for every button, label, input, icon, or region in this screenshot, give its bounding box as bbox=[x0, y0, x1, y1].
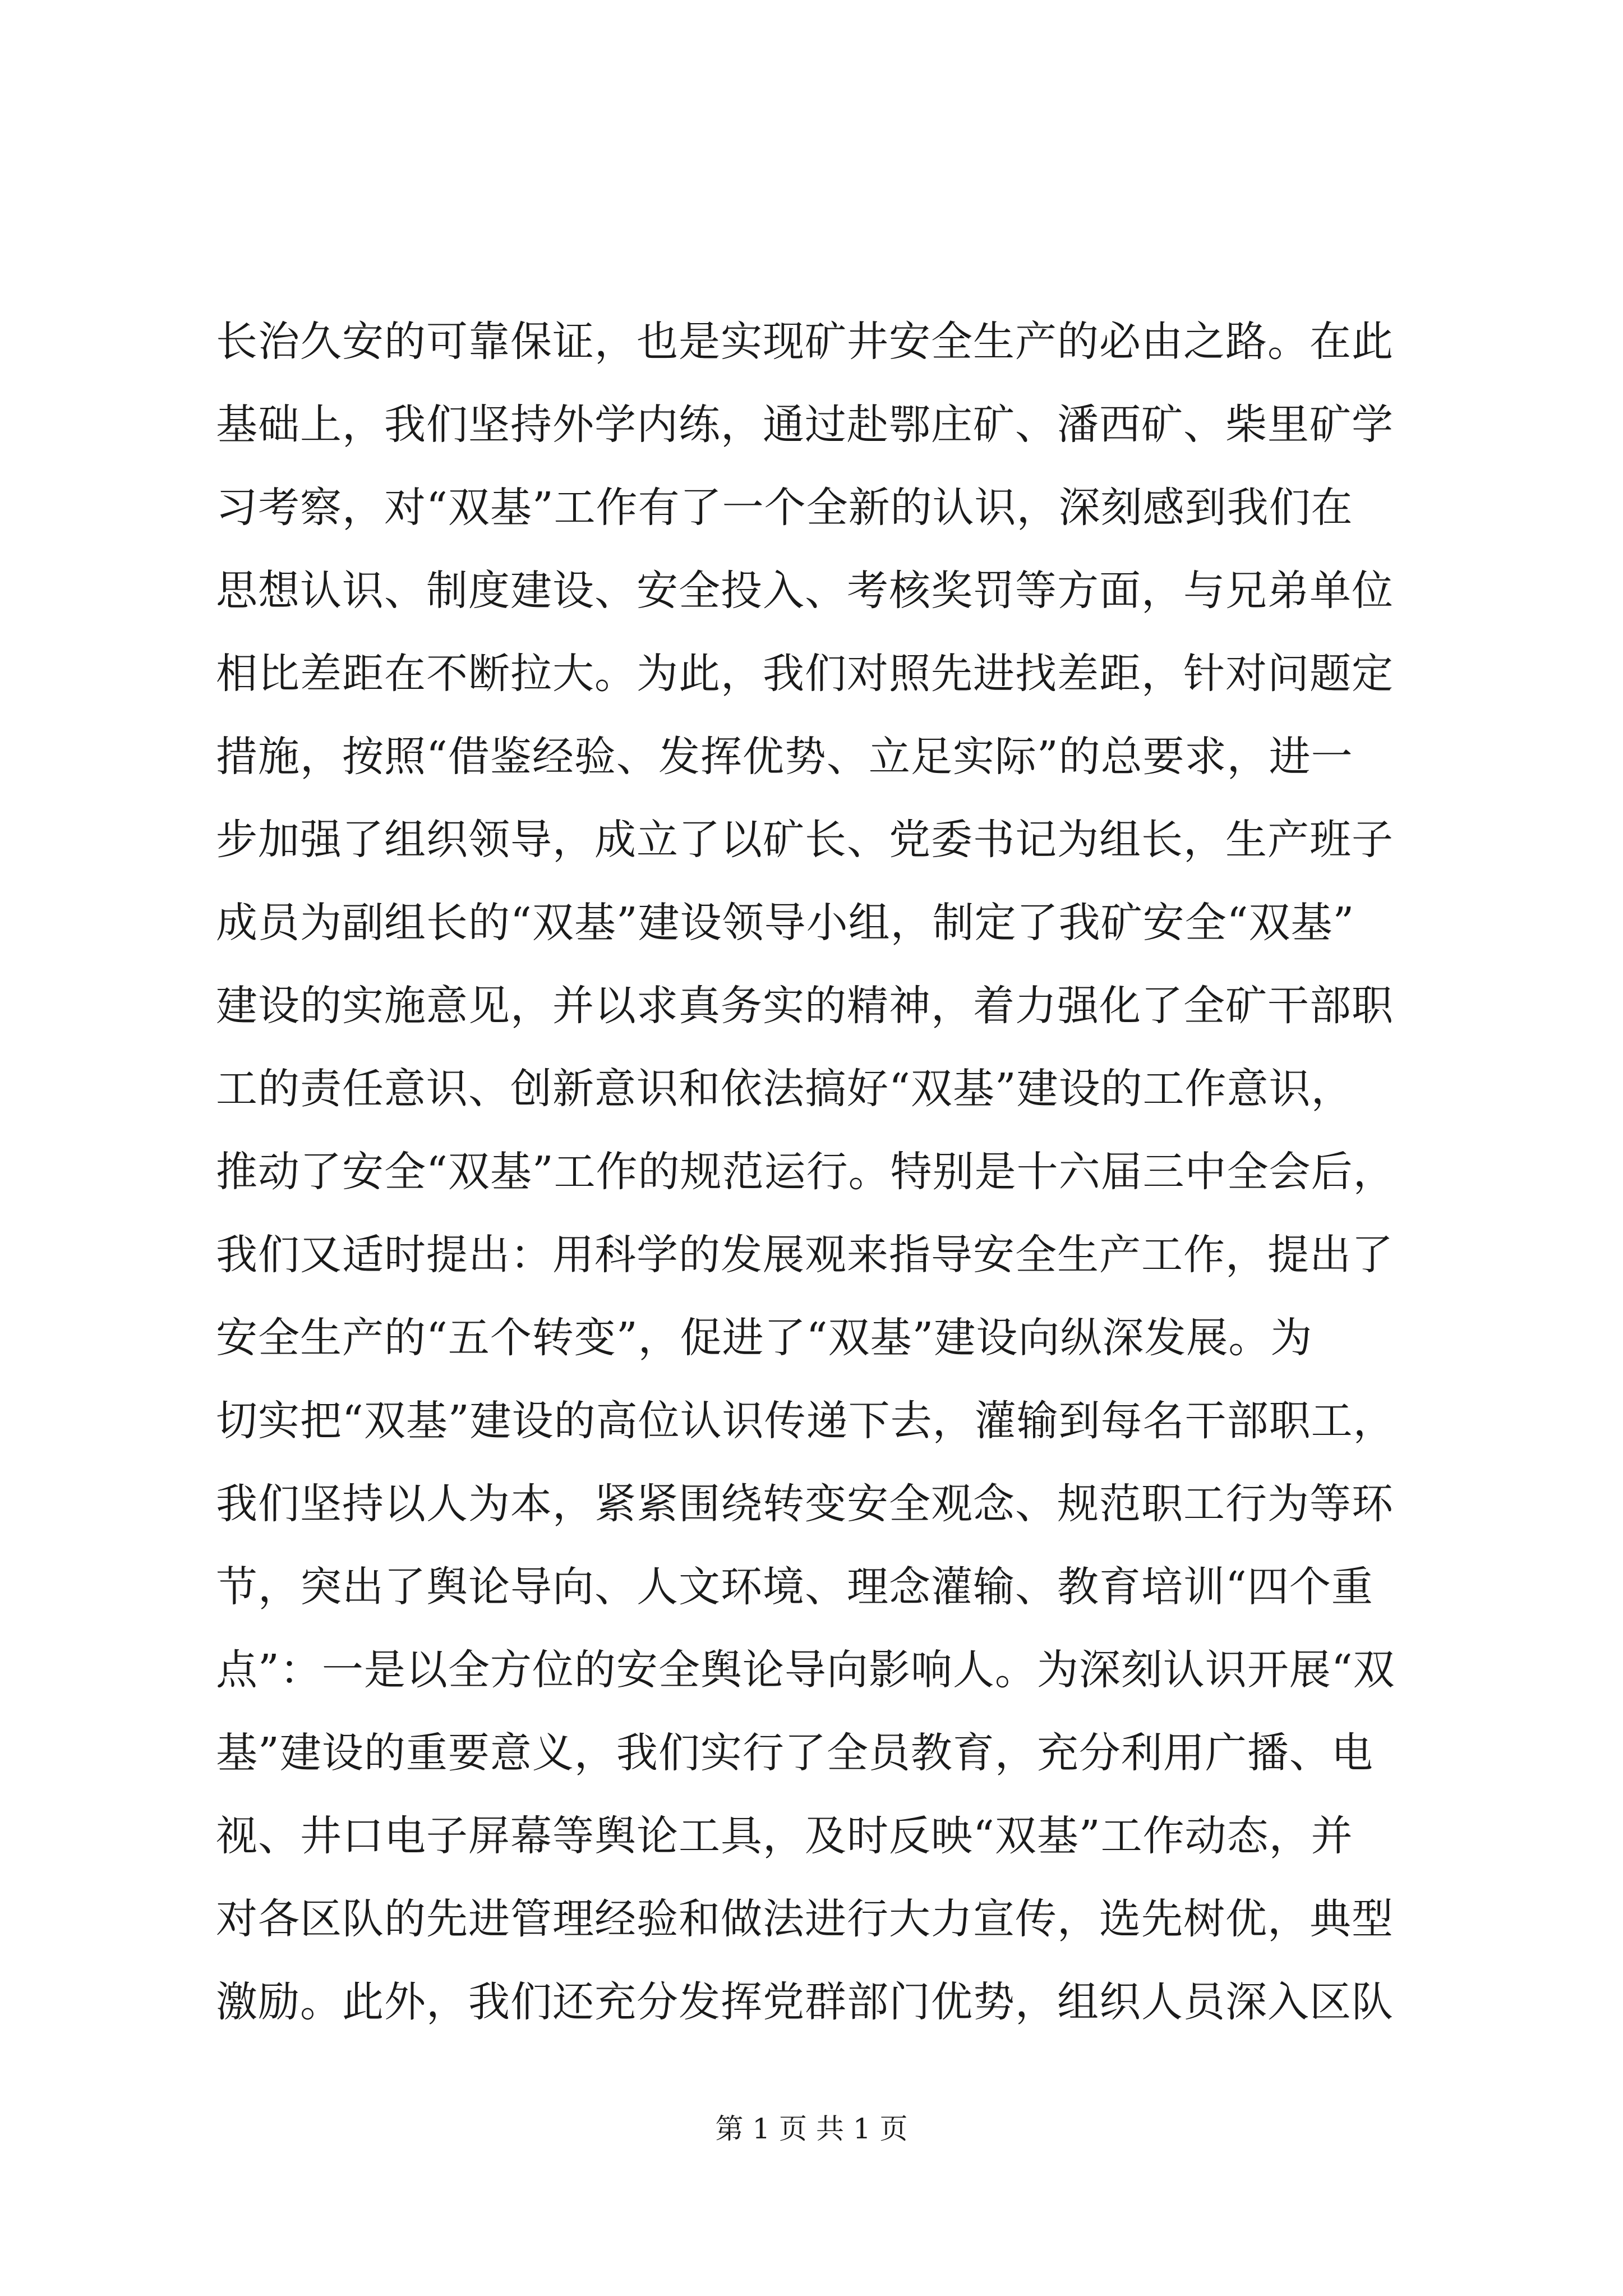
text-line-17: 点”：一是以全方位的安全舆论导向影响人。为深刻认识开展“双 bbox=[216, 1646, 1395, 1694]
text-line-7: 步加强了组织领导，成立了以矿长、党委书记为组长，生产班子 bbox=[216, 816, 1394, 864]
text-line-12: 我们又适时提出：用科学的发展观来指导安全生产工作，提出了 bbox=[216, 1231, 1394, 1279]
text-line-1: 长治久安的可靠保证，也是实现矿井安全生产的必由之路。在此 bbox=[216, 318, 1394, 366]
page-footer: 第 1 页 共 1 页 bbox=[715, 2113, 908, 2145]
text-line-21: 激励。此外，我们还充分发挥党群部门优势，组织人员深入区队 bbox=[216, 1978, 1394, 2026]
text-line-11: 推动了安全“双基”工作的规范运行。特别是十六届三中全会后， bbox=[216, 1148, 1395, 1196]
text-line-4: 思想认识、制度建设、安全投入、考核奖罚等方面，与兄弟单位 bbox=[216, 567, 1394, 615]
text-line-8: 成员为副组长的“双基”建设领导小组，制定了我矿安全“双基” bbox=[216, 899, 1355, 947]
text-line-14: 切实把“双基”建设的高位认识传递下去，灌输到每名干部职工， bbox=[216, 1397, 1395, 1445]
text-line-19: 视、井口电子屏幕等舆论工具，及时反映“双基”工作动态，并 bbox=[216, 1812, 1353, 1860]
text-line-15: 我们坚持以人为本，紧紧围绕转变安全观念、规范职工行为等环 bbox=[216, 1480, 1394, 1528]
text-line-5: 相比差距在不断拉大。为此，我们对照先进找差距，针对问题定 bbox=[216, 650, 1394, 698]
text-line-16: 节，突出了舆论导向、人文环境、理念灌输、教育培训“四个重 bbox=[216, 1563, 1373, 1611]
text-line-2: 基础上，我们坚持外学内练，通过赴鄂庄矿、潘西矿、柴里矿学 bbox=[216, 401, 1394, 449]
text-line-20: 对各区队的先进管理经验和做法进行大力宣传，选先树优，典型 bbox=[216, 1895, 1394, 1943]
text-line-10: 工的责任意识、创新意识和依法搞好“双基”建设的工作意识， bbox=[216, 1065, 1353, 1113]
body-text bbox=[216, 300, 1416, 2044]
text-line-3: 习考察，对“双基”工作有了一个全新的认识，深刻感到我们在 bbox=[216, 484, 1353, 532]
text-line-6: 措施，按照“借鉴经验、发挥优势、立足实际”的总要求，进一 bbox=[216, 733, 1353, 781]
text-line-18: 基”建设的重要意义，我们实行了全员教育，充分利用广播、电 bbox=[216, 1729, 1373, 1777]
text-line-9: 建设的实施意见，并以求真务实的精神，着力强化了全矿干部职 bbox=[216, 982, 1394, 1030]
text-line-13: 安全生产的“五个转变”，促进了“双基”建设向纵深发展。为 bbox=[216, 1314, 1313, 1362]
